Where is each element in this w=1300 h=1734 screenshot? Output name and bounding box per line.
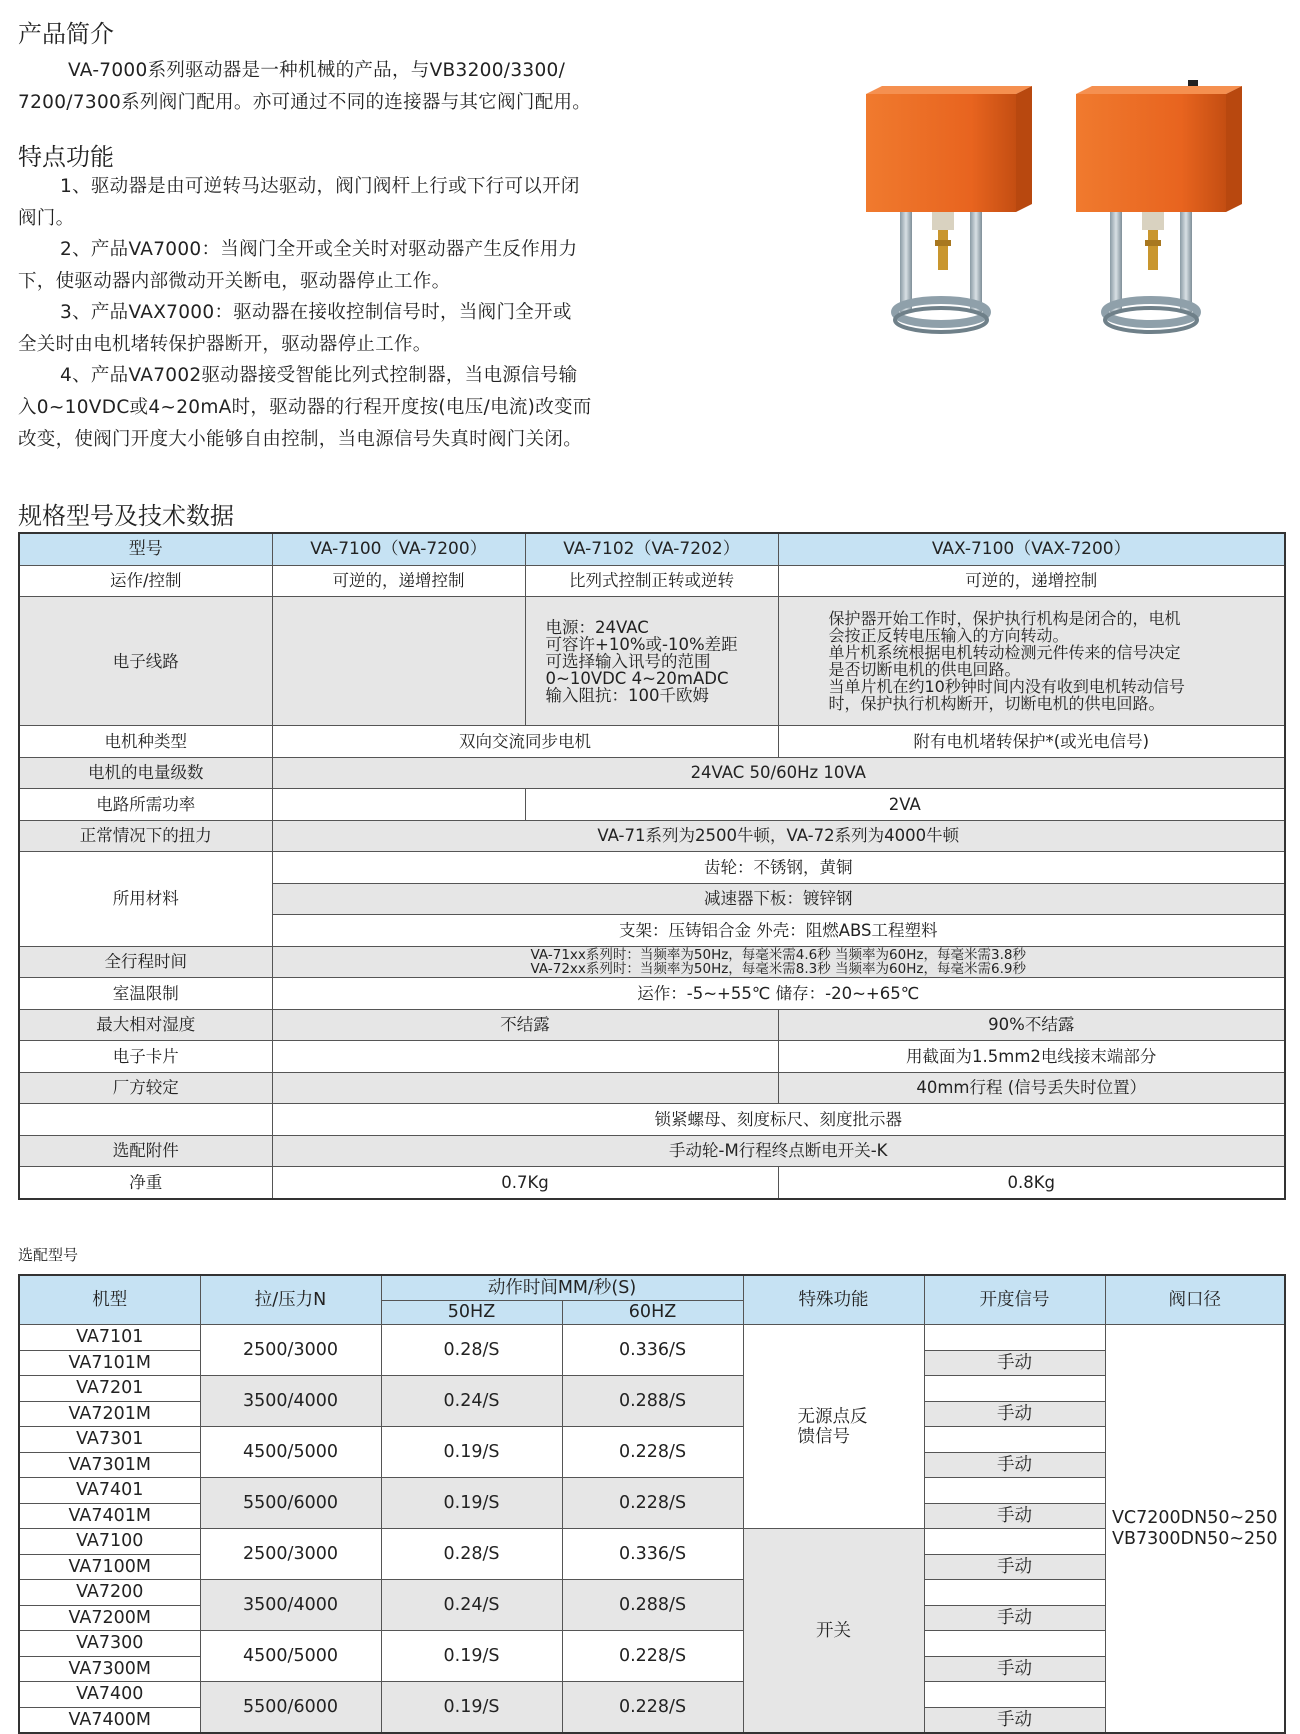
signal-cell-empty (924, 1580, 1105, 1606)
spec-label: 运作/控制 (19, 565, 272, 597)
spec-label: 室温限制 (19, 978, 272, 1010)
signal-cell-empty (924, 1427, 1105, 1453)
spec-cell: 不结露 (272, 1009, 778, 1041)
signal-cell: 手动 (924, 1605, 1105, 1631)
model-cell: VA7400 (19, 1682, 200, 1708)
model-cell: VA7301 (19, 1427, 200, 1453)
spec-label: 最大相对湿度 (19, 1009, 272, 1041)
model-cell: VA7100M (19, 1554, 200, 1580)
time-50hz-cell: 0.24/S (381, 1376, 562, 1427)
spec-cell: 手动轮-M行程终点断电开关-K (272, 1135, 1285, 1167)
time-50hz-cell: 0.28/S (381, 1325, 562, 1376)
valve-line: VB7300DN50~250 (1112, 1528, 1278, 1549)
signal-cell-empty (924, 1325, 1105, 1351)
model-cell: VA7200 (19, 1580, 200, 1606)
force-cell: 5500/6000 (200, 1682, 381, 1734)
spec-row-circuit-power (19, 789, 1285, 821)
options-row (19, 1682, 1285, 1708)
time-50hz-cell: 0.28/S (381, 1529, 562, 1580)
spec-label: 电机种类型 (19, 726, 272, 758)
stroke-time-line: VA-72xx系列时：当频率为50Hz，每毫米需8.3秒 当频率为60Hz，每毫米需6.9秒 (530, 960, 1026, 977)
spec-row-circuit (19, 597, 1285, 726)
options-table (18, 1274, 1286, 1734)
spec-cell: 比列式控制正转或逆转 (525, 565, 778, 597)
spec-cell: 可逆的，递增控制 (272, 565, 525, 597)
spec-label: 正常情况下的扭力 (19, 820, 272, 852)
spec-cell: 支架：压铸铝合金 外壳：阻燃ABS工程塑料 (272, 915, 1285, 947)
spec-row-torque (19, 820, 1285, 852)
force-cell: 4500/5000 (200, 1631, 381, 1682)
options-row (19, 1478, 1285, 1504)
time-60hz-cell: 0.228/S (562, 1682, 743, 1734)
spec-label: 净重 (19, 1167, 272, 1199)
force-cell: 3500/4000 (200, 1376, 381, 1427)
spec-row-accessory-b (19, 1135, 1285, 1167)
spec-table (18, 532, 1286, 1200)
special-function-cell (743, 1325, 924, 1529)
time-50hz-cell: 0.19/S (381, 1631, 562, 1682)
time-60hz-cell: 0.288/S (562, 1376, 743, 1427)
time-60hz-cell: 0.228/S (562, 1478, 743, 1529)
actuator-photo-right (1070, 80, 1260, 345)
stroke-time-cell (272, 946, 1285, 978)
intro-line-2: 7200/7300系列阀门配用。亦可通过不同的连接器与其它阀门配用。 (18, 92, 592, 113)
force-cell: 2500/3000 (200, 1325, 381, 1376)
signal-cell: 手动 (924, 1707, 1105, 1733)
special-line: 馈信号 (797, 1426, 851, 1447)
special-function-cell: 开关 (743, 1529, 924, 1734)
options-row (19, 1631, 1285, 1657)
actuator-photo-left (860, 80, 1050, 345)
force-cell: 5500/6000 (200, 1478, 381, 1529)
spec-label: 厂方较定 (19, 1072, 272, 1104)
spec-row-weight (19, 1167, 1285, 1199)
spec-cell: 可逆的，递增控制 (778, 565, 1285, 597)
circuit-right-line: 单片机系统根据电机转动检测元件传来的信号决定 (828, 643, 1181, 662)
spec-row-stroke-time (19, 946, 1285, 978)
options-row (19, 1376, 1285, 1402)
feature-line: 改变，使阀门开度大小能够自由控制，当电源信号失真时阀门关闭。 (18, 429, 583, 450)
feature-line: 1、驱动器是由可逆转马达驱动，阀门阀杆上行或下行可以开闭 (60, 176, 580, 197)
spec-cell: 2VA (525, 789, 1285, 821)
feature-line: 3、产品VAX7000：驱动器在接收控制信号时，当阀门全开或 (60, 302, 572, 323)
model-cell: VA7400M (19, 1707, 200, 1733)
signal-cell: 手动 (924, 1554, 1105, 1580)
circuit-right-line: 当单片机在约10秒钟时间内没有收到电机转动信号 (828, 677, 1185, 696)
spec-cell: 附有电机堵转保护*(或光电信号) (778, 726, 1285, 758)
spec-header-cell: 型号 (19, 533, 272, 565)
options-header-cell: 特殊功能 (743, 1275, 924, 1325)
spec-row-material (19, 852, 1285, 884)
options-header-cell: 阀口径 (1105, 1275, 1285, 1325)
signal-cell: 手动 (924, 1656, 1105, 1682)
valve-size-cell (1105, 1325, 1285, 1734)
force-cell: 3500/4000 (200, 1580, 381, 1631)
spec-label: 选配附件 (19, 1135, 272, 1167)
spec-row-motor-power (19, 757, 1285, 789)
options-header-cell: 开度信号 (924, 1275, 1105, 1325)
intro-line-1: VA-7000系列驱动器是一种机械的产品，与VB3200/3300/ (68, 60, 566, 81)
spec-label: 电子线路 (19, 597, 272, 726)
spec-header-cell: VA-7100（VA-7200） (272, 533, 525, 565)
model-cell: VA7300 (19, 1631, 200, 1657)
spec-cell: 减速器下板：镀锌钢 (272, 883, 1285, 915)
feature-line: 入0~10VDC或4~20mA时，驱动器的行程开度按(电压/电流)改变而 (18, 397, 592, 418)
spec-row-humidity (19, 1009, 1285, 1041)
time-60hz-cell: 0.336/S (562, 1529, 743, 1580)
signal-cell-empty (924, 1631, 1105, 1657)
model-cell: VA7100 (19, 1529, 200, 1555)
spec-cell: 0.7Kg (272, 1167, 778, 1199)
spec-row-operation (19, 565, 1285, 597)
options-header-cell: 拉/压力N (200, 1275, 381, 1325)
feature-line: 4、产品VA7002驱动器接受智能比列式控制器，当电源信号输 (60, 365, 578, 386)
signal-cell-empty (924, 1478, 1105, 1504)
circuit-right-line: 时，保护执行机构断开，切断电机的供电回路。 (828, 694, 1165, 713)
model-cell: VA7101 (19, 1325, 200, 1351)
circuit-mid-cell (525, 597, 778, 726)
model-cell: VA7401 (19, 1478, 200, 1504)
spec-label: 电机的电量级数 (19, 757, 272, 789)
model-cell: VA7201M (19, 1401, 200, 1427)
time-50hz-cell: 0.19/S (381, 1682, 562, 1734)
time-50hz-cell: 0.19/S (381, 1427, 562, 1478)
spec-label: 电子卡片 (19, 1041, 272, 1073)
spec-cell: 用截面为1.5mm2电线接末端部分 (778, 1041, 1285, 1073)
spec-header-cell: VA-7102（VA-7202） (525, 533, 778, 565)
spec-cell: 90%不结露 (778, 1009, 1285, 1041)
options-row (19, 1529, 1285, 1555)
signal-cell: 手动 (924, 1452, 1105, 1478)
time-50hz-cell: 0.19/S (381, 1478, 562, 1529)
options-header-cell: 机型 (19, 1275, 200, 1325)
features-heading: 特点功能 (18, 143, 114, 171)
spec-cell: 24VAC 50/60Hz 10VA (272, 757, 1285, 789)
signal-cell-empty (924, 1682, 1105, 1708)
stroke-time-line: VA-71xx系列时：当频率为50Hz，每毫米需4.6秒 当频率为60Hz，每毫米需3.8秒 (530, 946, 1026, 963)
options-header-cell: 50HZ (381, 1300, 562, 1324)
spec-row-card (19, 1041, 1285, 1073)
spec-label: 全行程时间 (19, 946, 272, 978)
spec-header-row (19, 533, 1285, 565)
spec-cell-empty (272, 1072, 778, 1104)
feature-line: 全关时由电机堵转保护器断开，驱动器停止工作。 (18, 334, 432, 355)
signal-cell-empty (924, 1529, 1105, 1555)
time-60hz-cell: 0.288/S (562, 1580, 743, 1631)
options-caption: 选配型号 (18, 1246, 79, 1264)
options-row (19, 1325, 1285, 1351)
spec-cell-empty (272, 1041, 778, 1073)
time-60hz-cell: 0.336/S (562, 1325, 743, 1376)
time-60hz-cell: 0.228/S (562, 1427, 743, 1478)
spec-cell: 齿轮：不锈钢，黄铜 (272, 852, 1285, 884)
spec-row-motor-type (19, 726, 1285, 758)
signal-cell: 手动 (924, 1350, 1105, 1376)
spec-label: 所用材料 (19, 852, 272, 947)
spec-cell-empty (272, 789, 525, 821)
options-row (19, 1580, 1285, 1606)
feature-line: 2、产品VA7000：当阀门全开或全关时对驱动器产生反作用力 (60, 239, 578, 260)
model-cell: VA7300M (19, 1656, 200, 1682)
force-cell: 4500/5000 (200, 1427, 381, 1478)
circuit-right-cell (778, 597, 1285, 726)
time-50hz-cell: 0.24/S (381, 1580, 562, 1631)
time-60hz-cell: 0.228/S (562, 1631, 743, 1682)
options-header-cell: 60HZ (562, 1300, 743, 1324)
circuit-mid-line: 可容许+10%或-10%差距 (545, 634, 738, 654)
spec-cell: 双向交流同步电机 (272, 726, 778, 758)
spec-heading: 规格型号及技术数据 (18, 502, 234, 530)
circuit-right-line: 保护器开始工作时，保护执行机构是闭合的，电机 (828, 609, 1181, 628)
circuit-right-line: 是否切断电机的供电回路。 (828, 660, 1021, 679)
valve-line: VC7200DN50~250 (1111, 1507, 1278, 1528)
spec-cell-empty (272, 597, 525, 726)
model-cell: VA7401M (19, 1503, 200, 1529)
signal-cell: 手动 (924, 1401, 1105, 1427)
feature-line: 下，使驱动器内部微动开关断电，驱动器停止工作。 (18, 271, 451, 292)
spec-label-empty (19, 1104, 272, 1136)
options-row (19, 1427, 1285, 1453)
feature-line: 阀门。 (18, 208, 75, 229)
spec-cell: 40mm行程 (信号丢失时位置） (778, 1072, 1285, 1104)
spec-cell: 0.8Kg (778, 1167, 1285, 1199)
model-cell: VA7200M (19, 1605, 200, 1631)
spec-label: 电路所需功率 (19, 789, 272, 821)
options-header-cell: 动作时间MM/秒(S) (381, 1275, 743, 1300)
spec-cell: VA-71系列为2500牛顿，VA-72系列为4000牛顿 (272, 820, 1285, 852)
spec-row-accessory-a (19, 1104, 1285, 1136)
spec-cell: 锁紧螺母、刻度标尺、刻度批示器 (272, 1104, 1285, 1136)
special-line: 无源点反 (797, 1406, 868, 1427)
circuit-mid-line: 0~10VDC 4~20mADC (545, 668, 729, 688)
circuit-mid-line: 可选择输入讯号的范围 (545, 651, 711, 671)
circuit-mid-line: 输入阻抗：100千欧姆 (545, 685, 709, 705)
model-cell: VA7301M (19, 1452, 200, 1478)
model-cell: VA7101M (19, 1350, 200, 1376)
circuit-right-line: 会按正反转电压输入的方向转动。 (828, 626, 1069, 645)
signal-cell-empty (924, 1376, 1105, 1402)
force-cell: 2500/3000 (200, 1529, 381, 1580)
options-header-row (19, 1275, 1285, 1300)
signal-cell: 手动 (924, 1503, 1105, 1529)
circuit-mid-line: 电源：24VAC (545, 617, 649, 637)
spec-row-factory (19, 1072, 1285, 1104)
spec-cell: 运作：-5~+55℃ 储存：-20~+65℃ (272, 978, 1285, 1010)
intro-heading: 产品简介 (18, 20, 114, 48)
model-cell: VA7201 (19, 1376, 200, 1402)
spec-header-cell: VAX-7100（VAX-7200） (778, 533, 1285, 565)
spec-row-room-temp (19, 978, 1285, 1010)
